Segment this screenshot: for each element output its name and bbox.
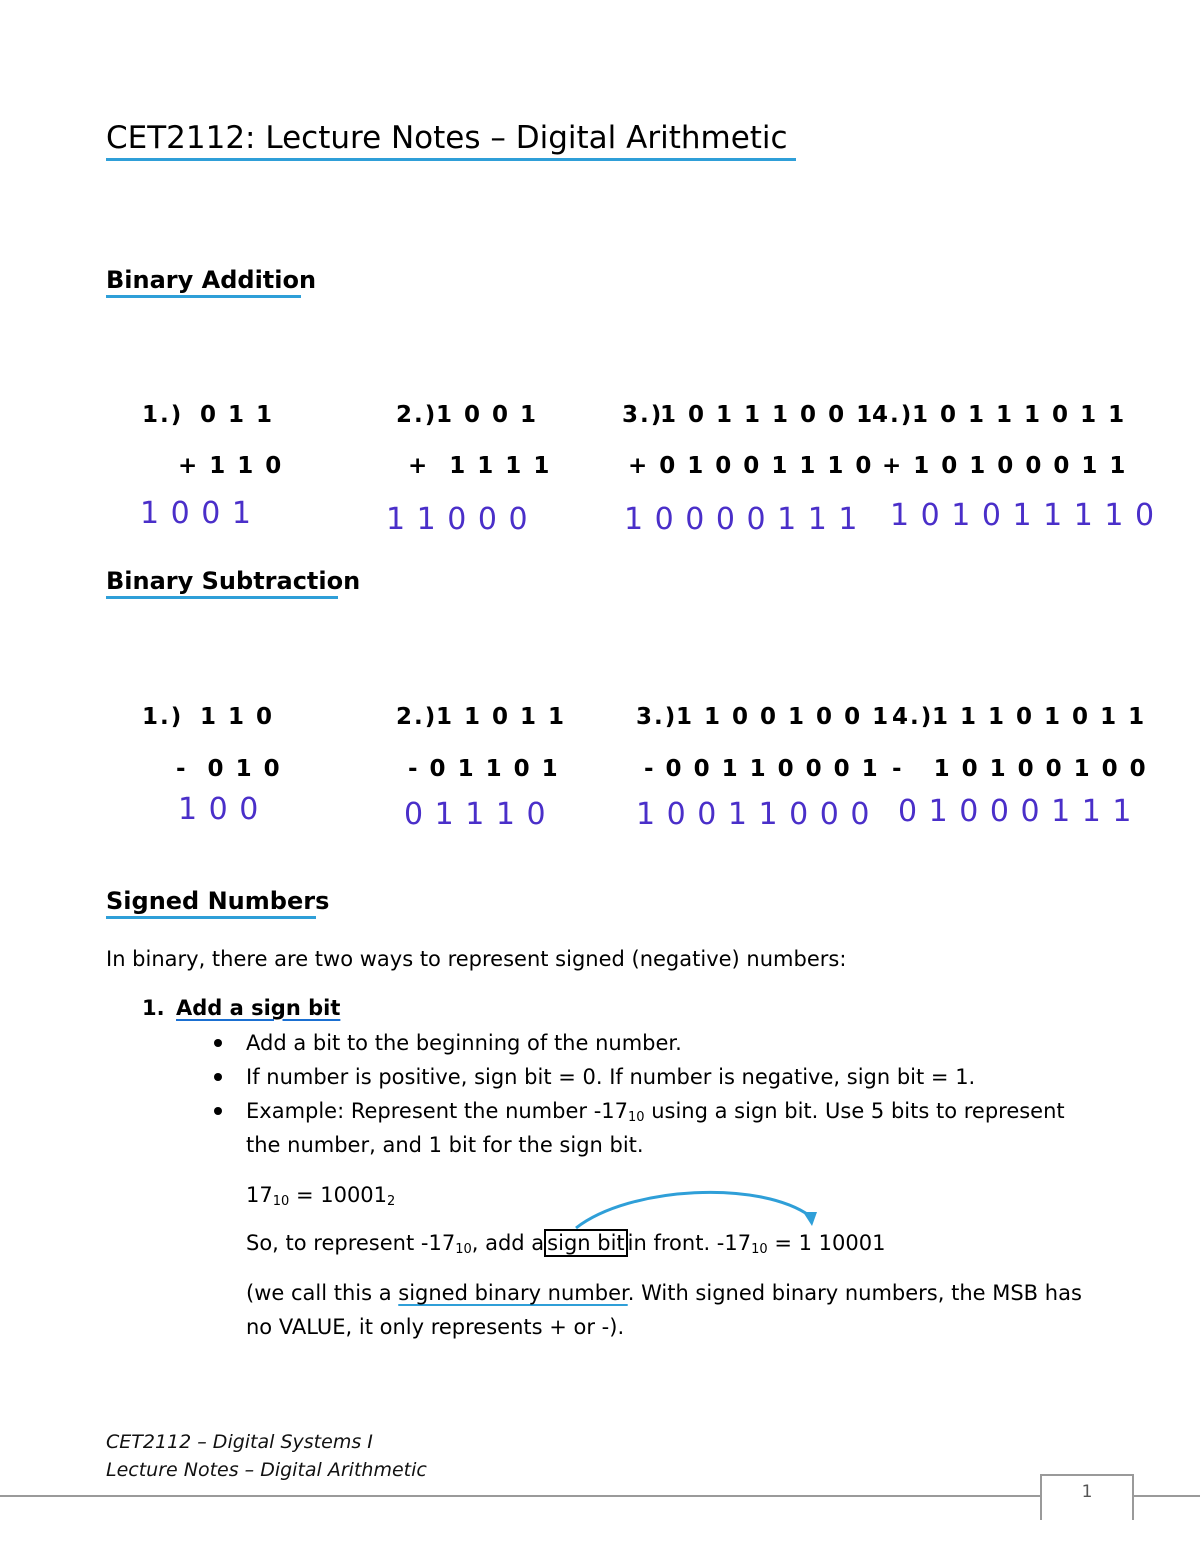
eq1-a: 17 <box>246 1183 273 1207</box>
sub-problem-2-label: 2.) <box>396 704 438 730</box>
eq2-d: = 1 10001 <box>767 1231 886 1255</box>
add-problem-4-label: 4.) <box>872 402 914 428</box>
sub-problem-1-top: 1 1 0 <box>200 704 275 730</box>
section-heading-subtraction: Binary Subtraction <box>106 567 361 595</box>
sub-problem-4-bottom: - 1 0 1 0 0 1 0 0 <box>892 756 1148 782</box>
eq2-b: , add a <box>471 1231 545 1255</box>
eq2-a: So, to represent -17 <box>246 1231 456 1255</box>
page-number: 1 <box>1081 1482 1093 1502</box>
equation-sign-bit <box>246 1228 885 1258</box>
sub-problem-1-bottom: - 0 1 0 <box>176 756 282 782</box>
eq1-b: = 10001 <box>289 1183 388 1207</box>
add-problem-1-top: 0 1 1 <box>200 402 275 428</box>
add-problem-3-label: 3.) <box>622 402 664 428</box>
note-line-1 <box>246 1278 1082 1308</box>
section-heading-signed: Signed Numbers <box>106 887 330 915</box>
bullet-text: Add a bit to the beginning of the number. <box>246 1031 682 1055</box>
sub-problem-1-answer: 1 0 0 <box>178 792 260 827</box>
example-line-2: the number, and 1 bit for the sign bit. <box>246 1133 644 1157</box>
section-underline <box>106 295 301 298</box>
add-problem-4-answer: 1 0 1 0 1 1 1 1 0 <box>890 498 1156 533</box>
sub-problem-4-top: 1 1 1 0 1 0 1 1 <box>932 704 1147 730</box>
add-problem-2-bottom: + 1 1 1 1 <box>408 453 552 479</box>
section-underline <box>106 916 316 919</box>
example-prefix: Example: Represent the number -17 <box>246 1099 628 1123</box>
curved-arrow-icon <box>560 1186 830 1234</box>
sub-problem-3-bottom: - 0 0 1 1 0 0 0 1 <box>644 756 880 782</box>
sub-problem-4-label: 4.) <box>892 704 934 730</box>
note-b: . With signed binary numbers, the MSB has <box>627 1281 1082 1305</box>
example-subscript: 10 <box>628 1110 645 1125</box>
signed-intro: In binary, there are two ways to represent signed (negative) numbers: <box>106 947 847 971</box>
bullet-dot <box>214 1039 222 1047</box>
note-a: (we call this a <box>246 1281 399 1305</box>
page-title: CET2112: Lecture Notes – Digital Arithmetic <box>106 120 788 156</box>
sub-problem-4-answer: 0 1 0 0 0 1 1 1 <box>898 794 1133 829</box>
bullet-text: If number is positive, sign bit = 0. If number is negative, sign bit = 1. <box>246 1065 976 1089</box>
sub-problem-3-top: 1 1 0 0 1 0 0 1 <box>676 704 891 730</box>
title-underline <box>106 158 796 161</box>
add-problem-4-top: 1 0 1 1 1 0 1 1 <box>912 402 1127 428</box>
add-problem-3-bottom: + 0 1 0 0 1 1 1 0 <box>628 453 874 479</box>
section-heading-addition: Binary Addition <box>106 266 317 294</box>
add-problem-3-answer: 1 0 0 0 0 1 1 1 <box>624 502 859 537</box>
add-problem-1-label: 1.) <box>142 402 184 428</box>
add-problem-2-top: 1 0 0 1 <box>436 402 539 428</box>
eq2-sub-c: 10 <box>751 1242 768 1257</box>
add-problem-2-label: 2.) <box>396 402 438 428</box>
footer-course: CET2112 – Digital Systems I <box>106 1431 373 1453</box>
add-problem-3-top: 1 0 1 1 1 0 0 1 <box>660 402 875 428</box>
list-item-heading <box>176 993 340 1023</box>
footer-rule <box>0 1495 1200 1497</box>
list-item-number: 1. <box>142 996 165 1020</box>
add-problem-1-answer: 1 0 0 1 <box>140 496 252 531</box>
note-line-2: no VALUE, it only represents + or -). <box>246 1315 625 1339</box>
add-problem-4-bottom: + 1 0 1 0 0 0 1 1 <box>882 453 1128 479</box>
sign-bit-heading-label: Add a sign bit <box>176 996 341 1020</box>
sub-problem-2-bottom: - 0 1 1 0 1 <box>408 756 560 782</box>
sub-problem-1-label: 1.) <box>142 704 184 730</box>
eq2-c: in front. -17 <box>627 1231 752 1255</box>
sub-problem-2-top: 1 1 0 1 1 <box>436 704 567 730</box>
sub-problem-3-answer: 1 0 0 1 1 0 0 0 <box>636 797 871 832</box>
sub-problem-3-label: 3.) <box>636 704 678 730</box>
boxed-sign-bit: sign bit <box>544 1229 628 1257</box>
section-underline <box>106 596 338 599</box>
eq1-sub-b: 2 <box>387 1194 396 1209</box>
footer-document: Lecture Notes – Digital Arithmetic <box>106 1459 427 1481</box>
bullet-dot <box>214 1107 222 1115</box>
example-line-1 <box>246 1096 1065 1126</box>
bullet-dot <box>214 1073 222 1081</box>
example-suffix: using a sign bit. Use 5 bits to represent <box>644 1099 1065 1123</box>
add-problem-2-answer: 1 1 0 0 0 <box>386 502 529 537</box>
add-problem-1-bottom: + 1 1 0 <box>178 453 284 479</box>
signed-binary-number-term: signed binary number <box>398 1281 628 1305</box>
sub-problem-2-answer: 0 1 1 1 0 <box>404 797 547 832</box>
equation-17-decimal-binary <box>246 1180 395 1210</box>
eq1-sub-a: 10 <box>272 1194 290 1209</box>
eq2-sub-a: 10 <box>455 1242 472 1257</box>
